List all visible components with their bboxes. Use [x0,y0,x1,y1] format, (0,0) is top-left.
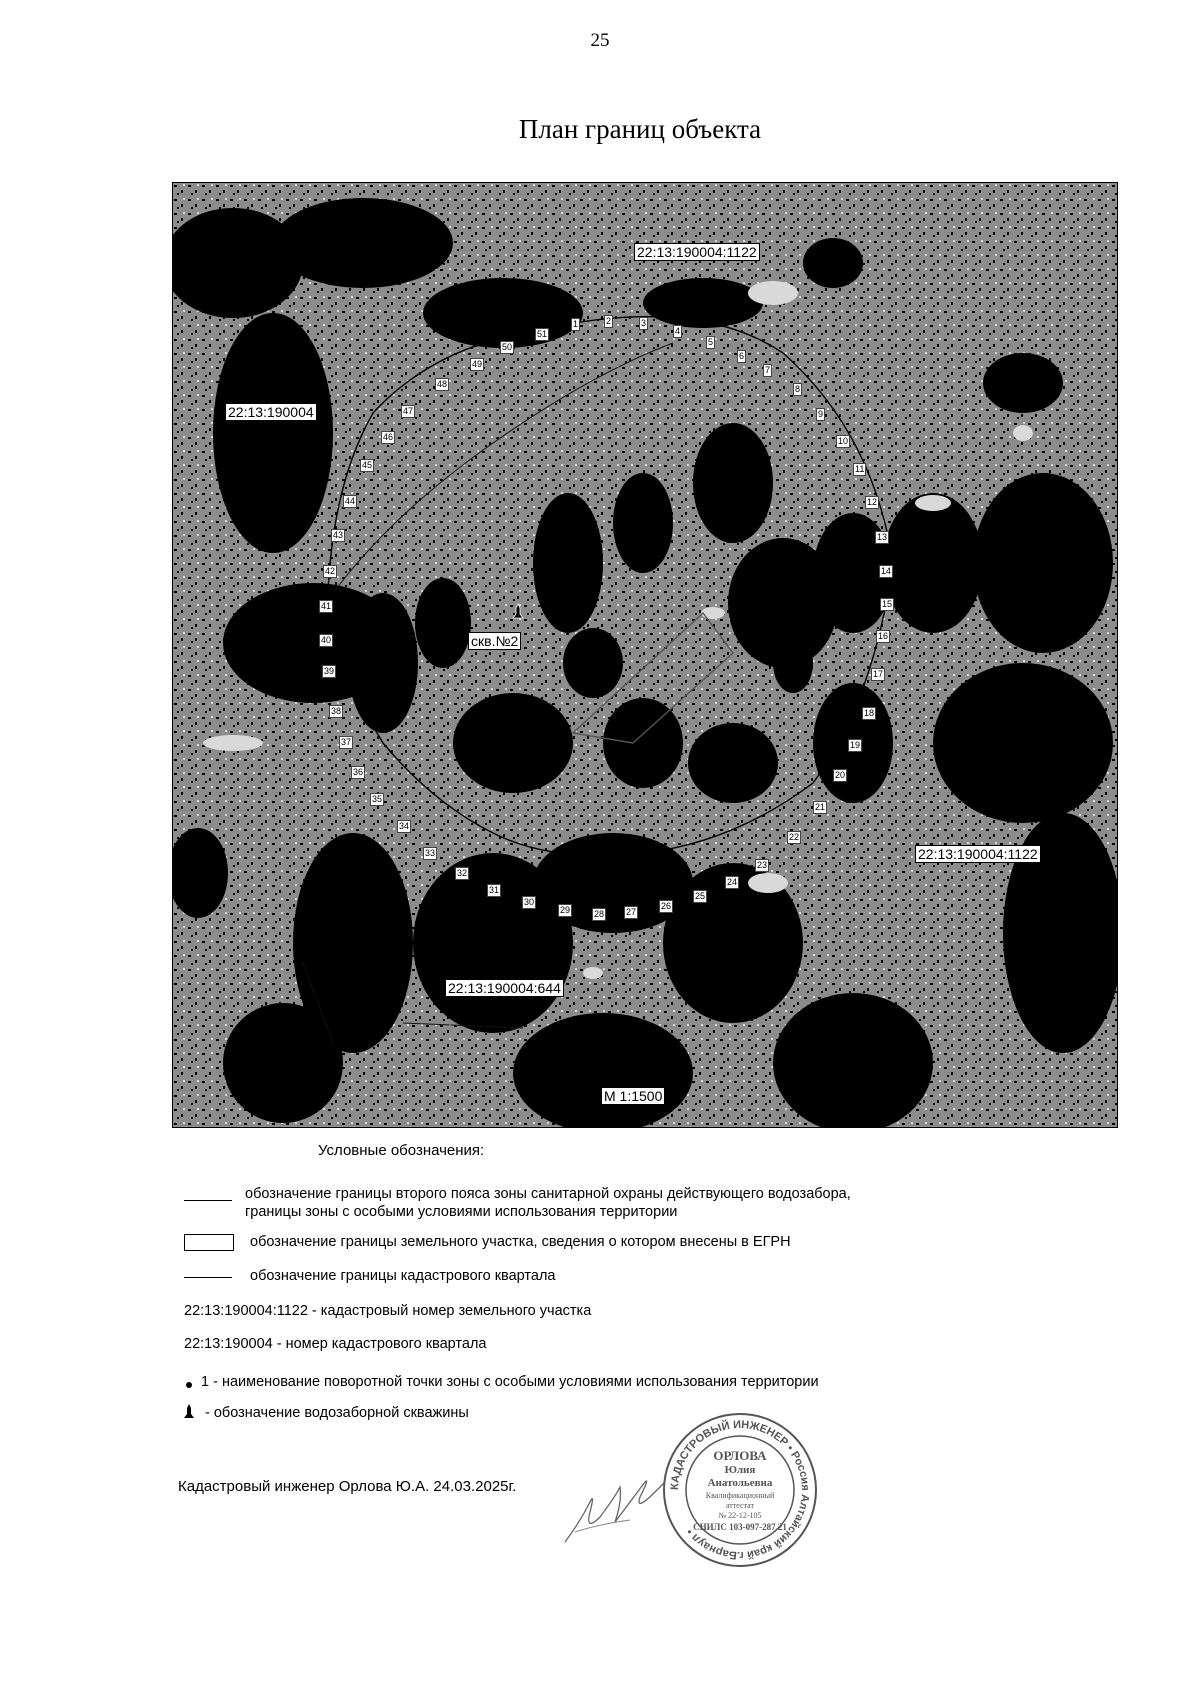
boundary-point: 25 [695,891,706,901]
label-parcel-bottom: 22:13:190004:644 [445,979,564,997]
boundary-point: 13 [877,532,888,542]
boundary-point: 6 [739,351,745,361]
boundary-point: 44 [345,496,356,506]
boundary-point: 12 [867,497,878,507]
stamp-line: Юлия [724,1464,756,1476]
legend-title: Условные обозначения: [318,1142,485,1159]
boundary-point: 46 [383,432,394,442]
legend-point-name: 1 - наименование поворотной точки зоны с особыми условиями использования территории [201,1374,819,1390]
boundary-point: 45 [362,460,373,470]
boundary-point: 22 [789,832,800,842]
bullet-icon [186,1382,192,1388]
boundary-point: 27 [626,907,637,917]
boundary-point: 17 [873,669,884,679]
boundary-point: 28 [594,909,605,919]
map-plan [172,182,1118,1128]
stamp-line: СНИЛС 103-097-287 21 [693,1522,787,1532]
boundary-point: 3 [641,318,647,328]
page-title: План границ объекта [518,114,762,144]
boundary-point: 19 [850,740,861,750]
boundary-point: 16 [878,631,889,641]
boundary-point: 21 [815,802,826,812]
well-icon [511,603,525,619]
boundary-point: 4 [675,326,681,336]
boundary-point: 42 [325,566,336,576]
well-icon [182,1403,196,1419]
cadastral-engineer-stamp [660,1410,820,1570]
boundary-point: 47 [403,406,414,416]
boundary-point: 49 [472,359,483,369]
boundary-point: 23 [757,860,768,870]
stamp-ring-text: КАДАСТРОВЫЙ ИНЖЕНЕР • Россия Алтайский край г.Барнаул • [668,1418,812,1562]
boundary-point: 10 [838,436,849,446]
legend-zone-text-2: границы зоны с особыми условиями использования территории [245,1204,678,1220]
boundary-point: 43 [333,530,344,540]
boundary-point: 39 [324,666,335,676]
boundary-point: 40 [321,635,332,645]
boundary-point: 33 [425,848,436,858]
boundary-point: 38 [331,706,342,716]
boundary-point: 15 [882,599,893,609]
boundary-point: 36 [353,767,364,777]
boundary-point: 5 [708,337,714,347]
boundary-point: 2 [606,316,612,326]
stamp-line: № 22-12-105 [718,1511,762,1520]
label-parcel-top: 22:13:190004:1122 [634,243,760,261]
boundary-point: 32 [457,868,468,878]
boundary-point: 8 [795,384,801,394]
stamp-line: Квалификационный [705,1491,775,1500]
page-number: 25 [590,30,610,51]
boundary-point: 34 [399,821,410,831]
label-quarter: 22:13:190004 [225,403,317,421]
legend-parcel-text: обозначение границы земельного участка, сведения о котором внесены в ЕГРН [250,1234,791,1250]
boundary-point: 30 [524,897,535,907]
boundary-point: 24 [727,877,738,887]
boundary-point: 7 [765,365,771,375]
boundary-point: 50 [502,342,513,352]
boundary-point: 14 [881,566,892,576]
legend-well: - обозначение водозаборной скважины [205,1405,469,1421]
legend-quarter-line-text: обозначение границы кадастрового квартала [250,1268,556,1284]
label-scale: М 1:1500 [601,1087,665,1105]
boundary-point: 48 [437,379,448,389]
boundary-point: 1 [573,319,579,329]
boundary-point: 20 [835,770,846,780]
boundary-point: 26 [661,901,672,911]
boundary-point: 37 [341,737,352,747]
legend-zone-text-1: обозначение границы второго пояса зоны санитарной охраны действующего водозабора, [245,1186,851,1202]
stamp-line: аттестат [725,1501,755,1510]
engineer-signature-line: Кадастровый инженер Орлова Ю.А. 24.03.2025г. [178,1478,517,1495]
legend-quarter-line-sample [184,1277,232,1278]
boundary-point: 29 [560,905,571,915]
boundary-point: 41 [321,601,332,611]
legend-quarter-number: 22:13:190004 - номер кадастрового квартала [184,1336,487,1352]
boundary-point: 9 [818,409,824,419]
boundary-point: 31 [489,885,500,895]
handwritten-signature [560,1462,670,1552]
boundary-point: 35 [372,794,383,804]
legend-zone-line-sample [184,1200,232,1201]
legend-cadastral-number: 22:13:190004:1122 - кадастровый номер земельного участка [184,1303,592,1319]
boundary-point: 51 [537,329,548,339]
label-parcel-right: 22:13:190004:1122 [915,845,1041,863]
stamp-line: Анатольевна [707,1477,773,1489]
label-well: скв.№2 [468,632,521,650]
stamp-line: ОРЛОВА [713,1448,767,1463]
legend-parcel-sample [184,1234,234,1251]
boundary-point: 18 [864,708,875,718]
boundary-point: 11 [855,464,865,474]
